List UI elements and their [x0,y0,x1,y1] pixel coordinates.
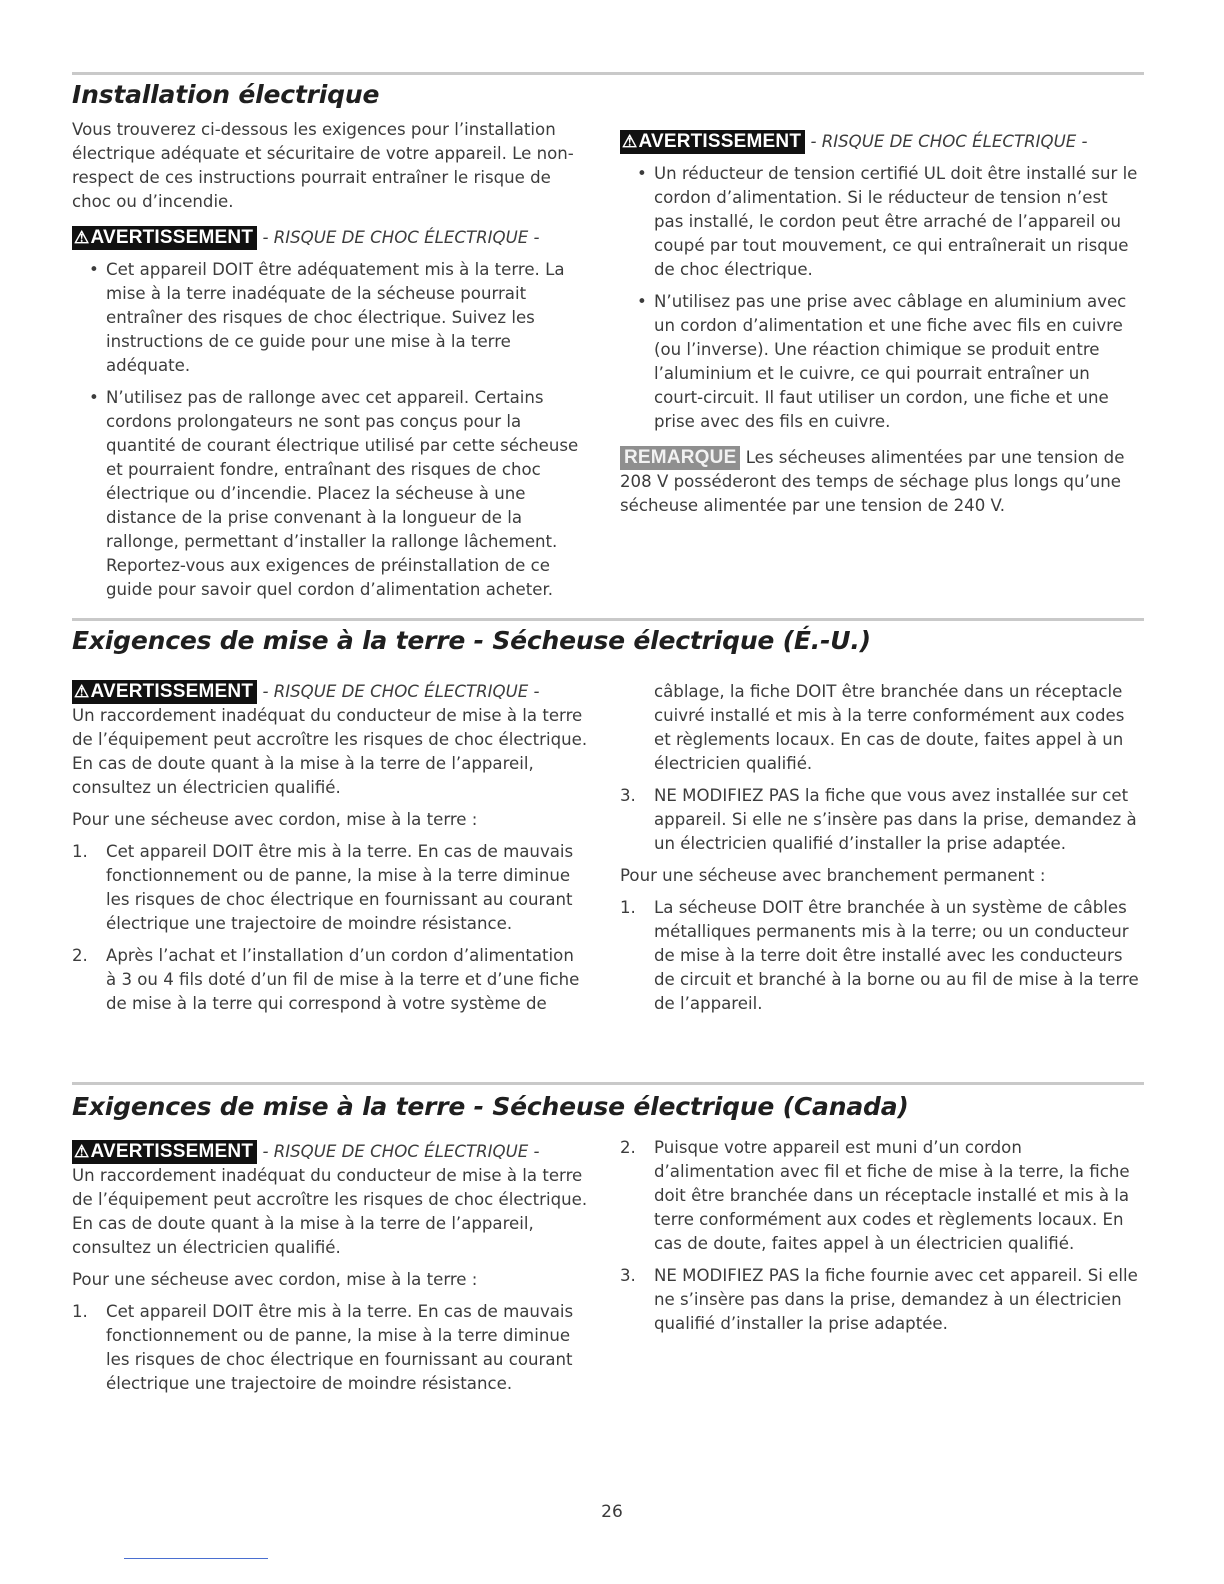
note-text: Les sécheuses alimentées par une tension de 208 V posséderont des temps de séchage plus longs qu’une sécheuse alimentée par une tension de 240 V. [620,448,1125,515]
canada-right-column [620,1136,1140,1344]
list-item: 2. Après l’achat et l’installation d’un cordon d’alimentation à 3 ou 4 fils doté d’un fil de mise à la terre et d’une fiche de mise à la terre qui correspond à votre système de [72,946,580,1013]
list-item: • Cet appareil DOIT être adéquatement mis à la terre. La mise à la terre inadéquate de la sécheuse pourrait entraîner des risques de choc électrique. Suivez les instructions de ce guide pour une mise à la terre adéquate. [72,258,588,378]
cord-intro: Pour une sécheuse avec cordon, mise à la terre : [72,810,478,829]
warning-text: Un raccordement inadéquat du conducteur de mise à la terre de l’équipement peut accroître les risques de choc électrique. En cas de doute quant à la mise à la terre de l’appareil, consultez un électricien qualifié. [72,706,588,797]
cord-list-continued [620,680,1140,856]
warning-triangle-icon: ⚠ [74,228,90,247]
perm-intro: Pour une sécheuse avec branchement permanent : [620,866,1046,885]
warning-badge: ⚠AVERTISSEMENT [620,130,805,154]
list-item: • N’utilisez pas de rallonge avec cet appareil. Certains cordons prolongateurs ne sont pas conçus pour la quantité de courant électrique utilisé par cette sécheuse et pourraient fondre, entraînant des risques de choc électrique ou d’incendie. Placez la sécheuse à une distance de la prise convenant à la longueur de la rallonge, permettant d’installer la rallonge lâchement. Reportez-vous aux exigences de préinstallation de ce guide pour savoir quel cordon d’alimentation acheter. [72,386,588,602]
warning-bullet-list [72,258,588,602]
list-item: 3. NE MODIFIEZ PAS la fiche fournie avec cet appareil. Si elle ne s’insère pas dans la prise, demandez à un électricien qualifié d’installer la prise adaptée. [620,1266,1138,1333]
us-right-column [620,680,1140,1024]
section-title-installation: Installation électrique [72,80,380,109]
warning-text: Un raccordement inadéquat du conducteur de mise à la terre de l’équipement peut accroître les risques de choc électrique. En cas de doute quant à la mise à la terre de l’appareil, consultez un électricien qualifié. [72,1166,588,1257]
cord-intro: Pour une sécheuse avec cordon, mise à la terre : [72,1270,478,1289]
installation-right-column [620,130,1140,526]
section-title-us: Exigences de mise à la terre - Sécheuse électrique (É.-U.) [72,626,871,655]
section-divider [72,72,1144,75]
warning-header [72,226,588,250]
warning-risk-label: - RISQUE DE CHOC ÉLECTRIQUE - [262,682,540,701]
page-number: 26 [601,1502,623,1522]
us-left-column [72,680,588,1024]
list-item: • Un réducteur de tension certifié UL doit être installé sur le cordon d’alimentation. Si le réducteur de tension n’est pas installé, le cordon peut être arraché de l’appareil ou coupé par tout mouvement, ce qui entraînerait un risque de choc électrique. [620,162,1140,282]
section-divider [72,1082,1144,1085]
warning-risk-label: - RISQUE DE CHOC ÉLECTRIQUE - [262,1142,540,1161]
list-item: 3. NE MODIFIEZ PAS la fiche que vous avez installée sur cet appareil. Si elle ne s’insère pas dans la prise, demandez à un électricien qualifié d’installer la prise adaptée. [620,786,1137,853]
warning-badge: ⚠AVERTISSEMENT [72,226,257,250]
perm-list [620,896,1140,1016]
cord-list-continued [620,1136,1140,1336]
list-item: 2. Puisque votre appareil est muni d’un cordon d’alimentation avec fil et fiche de mise à la terre, la fiche doit être branchée dans un réceptacle installé et mis à la terre conformément aux codes et règlements locaux. En cas de doute, faites appel à un électricien qualifié. [620,1138,1130,1253]
note-badge: REMARQUE [620,446,740,470]
list-item: 1. Cet appareil DOIT être mis à la terre. En cas de mauvais fonctionnement ou de panne, la mise à la terre diminue les risques de choc électrique en fournissant au courant électrique une trajectoire de moindre résistance. [72,1302,574,1393]
canada-left-column [72,1140,588,1404]
warning-risk-label: - RISQUE DE CHOC ÉLECTRIQUE - [262,228,540,247]
cord-list [72,840,588,1016]
warning-triangle-icon: ⚠ [622,132,638,151]
list-item: 1. Cet appareil DOIT être mis à la terre. En cas de mauvais fonctionnement ou de panne, la mise à la terre diminue les risques de choc électrique en fournissant au courant électrique une trajectoire de moindre résistance. [72,842,574,933]
warning-header [620,130,1140,154]
list-item: • N’utilisez pas une prise avec câblage en aluminium avec un cordon d’alimentation et une fiche avec fils en cuivre (ou l’inverse). Une réaction chimique se produit entre l’aluminium et le cuivre, ce qui pourrait entraîner un court-circuit. Il faut utiliser un cordon, une fiche et une prise avec des fils en cuivre. [620,290,1140,434]
cord-list [72,1300,588,1396]
warning-bullet-list [620,162,1140,434]
installation-left-column [72,118,588,610]
warning-triangle-icon: ⚠ [74,1142,90,1161]
warning-badge: ⚠AVERTISSEMENT [72,1140,257,1164]
note-paragraph [620,446,1140,518]
list-item: 1. La sécheuse DOIT être branchée à un système de câbles métalliques permanents mis à la terre; ou un conducteur de mise à la terre doit être installé avec les conducteurs de circuit et branché à la borne ou au fil de mise à la terre de l’appareil. [620,898,1139,1013]
warning-header [72,680,588,704]
warning-badge: ⚠AVERTISSEMENT [72,680,257,704]
footer-line [124,1558,268,1559]
section-divider [72,618,1144,621]
installation-intro: Vous trouverez ci-dessous les exigences pour l’installation électrique adéquate et sécuritaire de votre appareil. Le non-respect de ces instructions pourrait entraîner le risque de choc ou d’incendie. [72,120,574,211]
warning-triangle-icon: ⚠ [74,682,90,701]
list-item: câblage, la fiche DOIT être branchée dans un réceptacle cuivré installé et mis à la terre conformément aux codes et règlements locaux. En cas de doute, faites appel à un électricien qualifié. [654,682,1125,773]
section-title-canada: Exigences de mise à la terre - Sécheuse électrique (Canada) [72,1092,909,1121]
warning-risk-label: - RISQUE DE CHOC ÉLECTRIQUE - [810,132,1088,151]
warning-header [72,1140,588,1164]
